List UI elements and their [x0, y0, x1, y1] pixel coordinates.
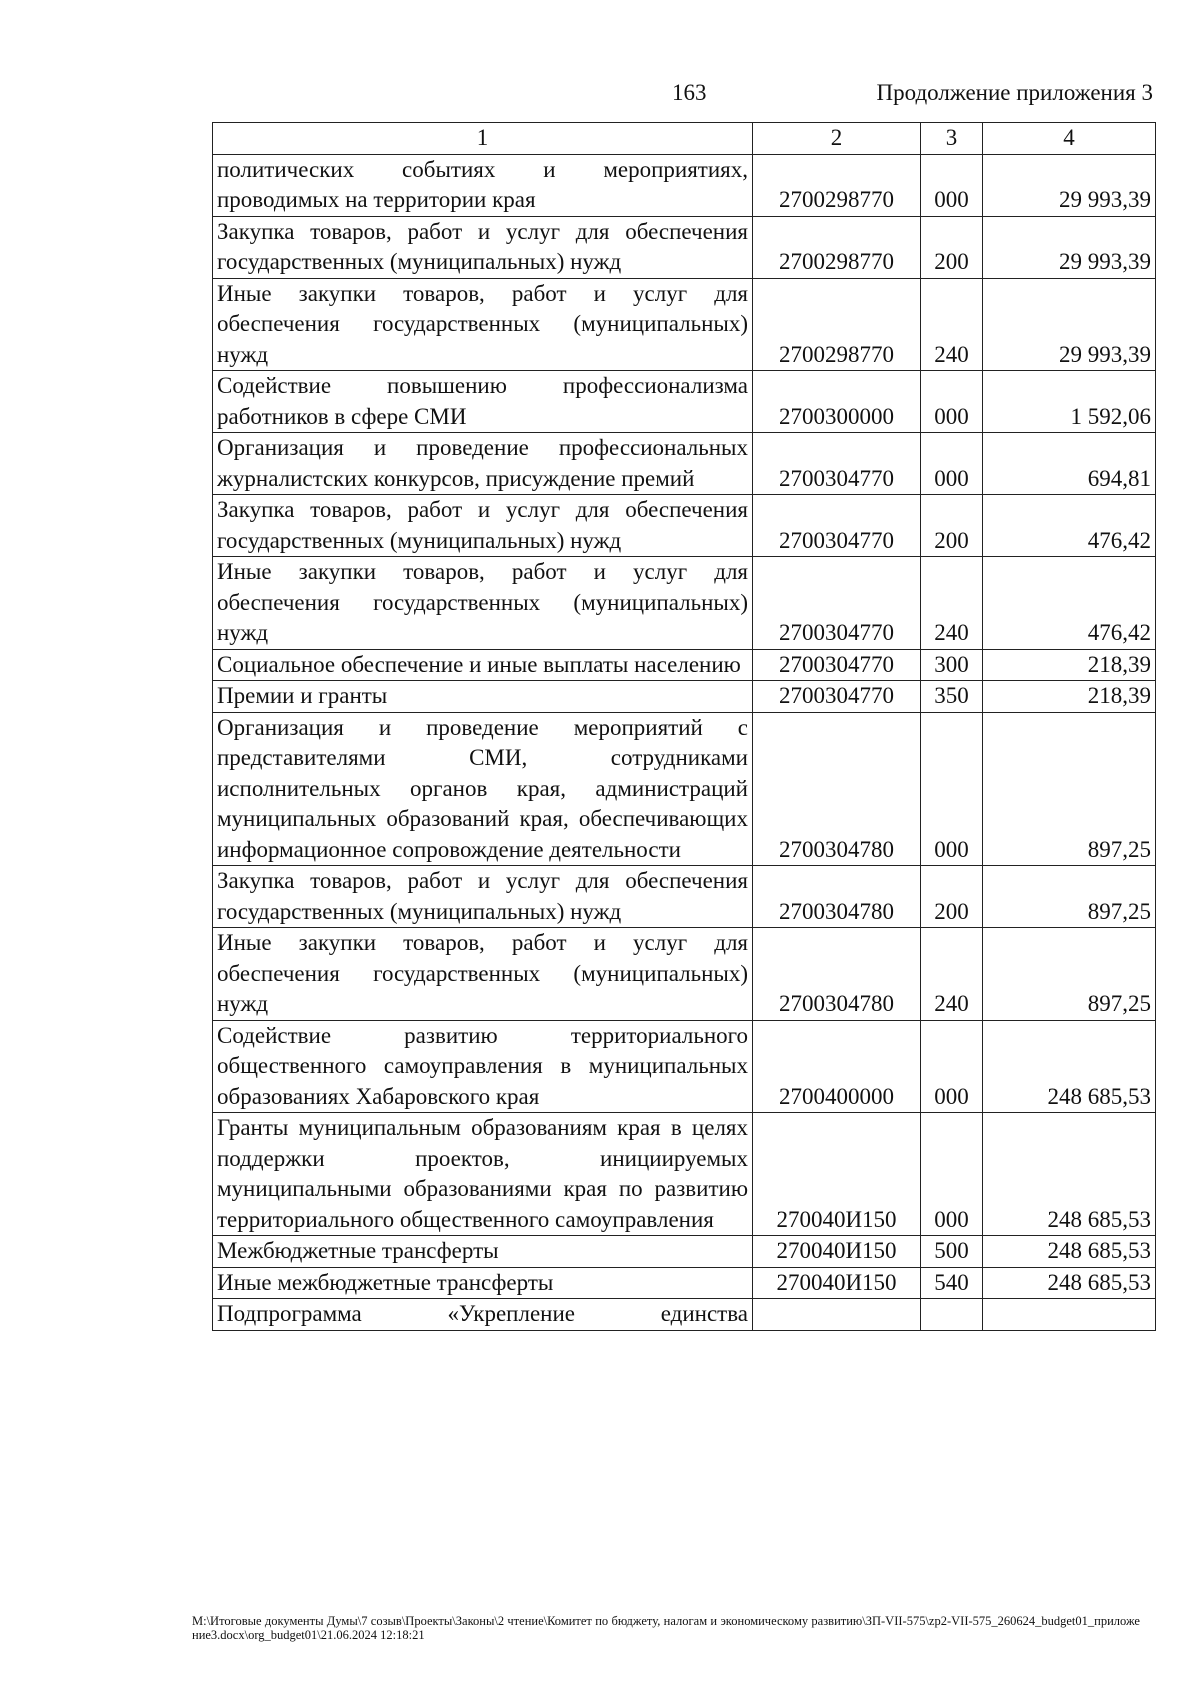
row-type-cell: 240 — [921, 278, 983, 371]
row-code-cell: 2700304770 — [753, 433, 921, 495]
row-amount-cell: 218,39 — [983, 681, 1156, 713]
row-name-cell: Организация и проведение мероприятий с представителями СМИ, сотрудниками исполнительных органов края, администраций муниципальных образований края, обеспечивающих информационное сопровождение деятельности — [213, 712, 753, 866]
table-row — [213, 712, 1156, 866]
column-header-3: 3 — [921, 123, 983, 155]
row-name-cell: Закупка товаров, работ и услуг для обеспечения государственных (муниципальных) нужд — [213, 495, 753, 557]
table-row — [213, 371, 1156, 433]
page-number: 163 — [672, 80, 707, 105]
row-type-cell: 000 — [921, 1020, 983, 1113]
row-code-cell: 2700304770 — [753, 557, 921, 650]
row-type-cell: 200 — [921, 866, 983, 928]
row-name-cell: политических событиях и мероприятиях, проводимых на территории края — [213, 154, 753, 216]
row-type-cell: 200 — [921, 216, 983, 278]
row-amount-cell: 29 993,39 — [983, 154, 1156, 216]
table-row — [213, 1113, 1156, 1236]
row-type-cell: 500 — [921, 1236, 983, 1268]
row-code-cell: 2700304780 — [753, 928, 921, 1021]
table-row — [213, 1299, 1156, 1331]
row-amount-cell: 476,42 — [983, 495, 1156, 557]
row-name-cell: Иные закупки товаров, работ и услуг для обеспечения государственных (муниципальных) нужд — [213, 557, 753, 650]
row-name-cell: Гранты муниципальным образованиям края в целях поддержки проектов, инициируемых муниципальными образованиями края по развитию территориального общественного самоуправления — [213, 1113, 753, 1236]
table-row — [213, 1267, 1156, 1299]
table-row — [213, 216, 1156, 278]
table-row — [213, 1236, 1156, 1268]
row-code-cell: 2700304770 — [753, 495, 921, 557]
row-amount-cell: 248 685,53 — [983, 1020, 1156, 1113]
row-code-cell: 2700298770 — [753, 278, 921, 371]
table-header-row — [213, 123, 1156, 155]
row-amount-cell: 248 685,53 — [983, 1236, 1156, 1268]
row-type-cell: 000 — [921, 712, 983, 866]
row-code-cell: 2700304770 — [753, 649, 921, 681]
row-code-cell: 2700304780 — [753, 712, 921, 866]
row-type-cell: 000 — [921, 371, 983, 433]
table-row — [213, 866, 1156, 928]
row-code-cell: 2700300000 — [753, 371, 921, 433]
row-type-cell: 000 — [921, 1113, 983, 1236]
table-row — [213, 495, 1156, 557]
row-code-cell: 270040И150 — [753, 1267, 921, 1299]
row-amount-cell: 897,25 — [983, 712, 1156, 866]
table-row — [213, 433, 1156, 495]
row-name-cell: Закупка товаров, работ и услуг для обеспечения государственных (муниципальных) нужд — [213, 216, 753, 278]
row-type-cell: 350 — [921, 681, 983, 713]
row-code-cell: 270040И150 — [753, 1113, 921, 1236]
row-type-cell: 000 — [921, 433, 983, 495]
row-amount-cell: 29 993,39 — [983, 216, 1156, 278]
row-name-cell: Премии и гранты — [213, 681, 753, 713]
row-name-cell: Иные закупки товаров, работ и услуг для обеспечения государственных (муниципальных) нужд — [213, 278, 753, 371]
row-code-cell: 270040И150 — [753, 1236, 921, 1268]
column-header-2: 2 — [753, 123, 921, 155]
row-name-cell: Содействие развитию территориального общественного самоуправления в муниципальных образованиях Хабаровского края — [213, 1020, 753, 1113]
row-type-cell: 000 — [921, 154, 983, 216]
table-row — [213, 681, 1156, 713]
row-type-cell: 240 — [921, 557, 983, 650]
row-name-cell: Социальное обеспечение и иные выплаты населению — [213, 649, 753, 681]
row-name-cell: Организация и проведение профессиональных журналистских конкурсов, присуждение премий — [213, 433, 753, 495]
table-row — [213, 1020, 1156, 1113]
table-row — [213, 557, 1156, 650]
row-type-cell: 540 — [921, 1267, 983, 1299]
document-file-path: M:\Итоговые документы Думы\7 созыв\Проекты\Законы\2 чтение\Комитет по бюджету, налогам и экономическому развитию\ЗП-VII-575\zp2-VII-575_260624_budget01_приложение3.docx\org_budget01\21.06.2024 12:18:21 — [192, 1614, 1140, 1642]
row-amount-cell: 248 685,53 — [983, 1113, 1156, 1236]
row-amount-cell: 1 592,06 — [983, 371, 1156, 433]
continuation-label: Продолжение приложения 3 — [876, 80, 1153, 105]
row-code-cell: 2700304770 — [753, 681, 921, 713]
row-amount-cell: 897,25 — [983, 928, 1156, 1021]
row-code-cell: 2700298770 — [753, 154, 921, 216]
row-amount-cell: 476,42 — [983, 557, 1156, 650]
row-code-cell: 2700400000 — [753, 1020, 921, 1113]
row-amount-cell: 248 685,53 — [983, 1267, 1156, 1299]
row-name-cell: Содействие повышению профессионализма работников в сфере СМИ — [213, 371, 753, 433]
row-amount-cell: 29 993,39 — [983, 278, 1156, 371]
column-header-1: 1 — [213, 123, 753, 155]
row-type-cell — [921, 1299, 983, 1331]
row-name-cell: Иные межбюджетные трансферты — [213, 1267, 753, 1299]
row-type-cell: 300 — [921, 649, 983, 681]
row-amount-cell: 694,81 — [983, 433, 1156, 495]
table-row — [213, 154, 1156, 216]
row-name-cell: Межбюджетные трансферты — [213, 1236, 753, 1268]
budget-table — [212, 122, 1156, 1331]
row-name-cell: Закупка товаров, работ и услуг для обеспечения государственных (муниципальных) нужд — [213, 866, 753, 928]
row-amount-cell: 218,39 — [983, 649, 1156, 681]
table-row — [213, 649, 1156, 681]
table-row — [213, 928, 1156, 1021]
row-code-cell — [753, 1299, 921, 1331]
row-amount-cell: 897,25 — [983, 866, 1156, 928]
row-code-cell: 2700298770 — [753, 216, 921, 278]
row-name-cell: Подпрограмма «Укрепление единства — [213, 1299, 753, 1331]
row-amount-cell — [983, 1299, 1156, 1331]
row-name-cell: Иные закупки товаров, работ и услуг для обеспечения государственных (муниципальных) нужд — [213, 928, 753, 1021]
column-header-4: 4 — [983, 123, 1156, 155]
table-row — [213, 278, 1156, 371]
row-type-cell: 200 — [921, 495, 983, 557]
row-code-cell: 2700304780 — [753, 866, 921, 928]
row-type-cell: 240 — [921, 928, 983, 1021]
